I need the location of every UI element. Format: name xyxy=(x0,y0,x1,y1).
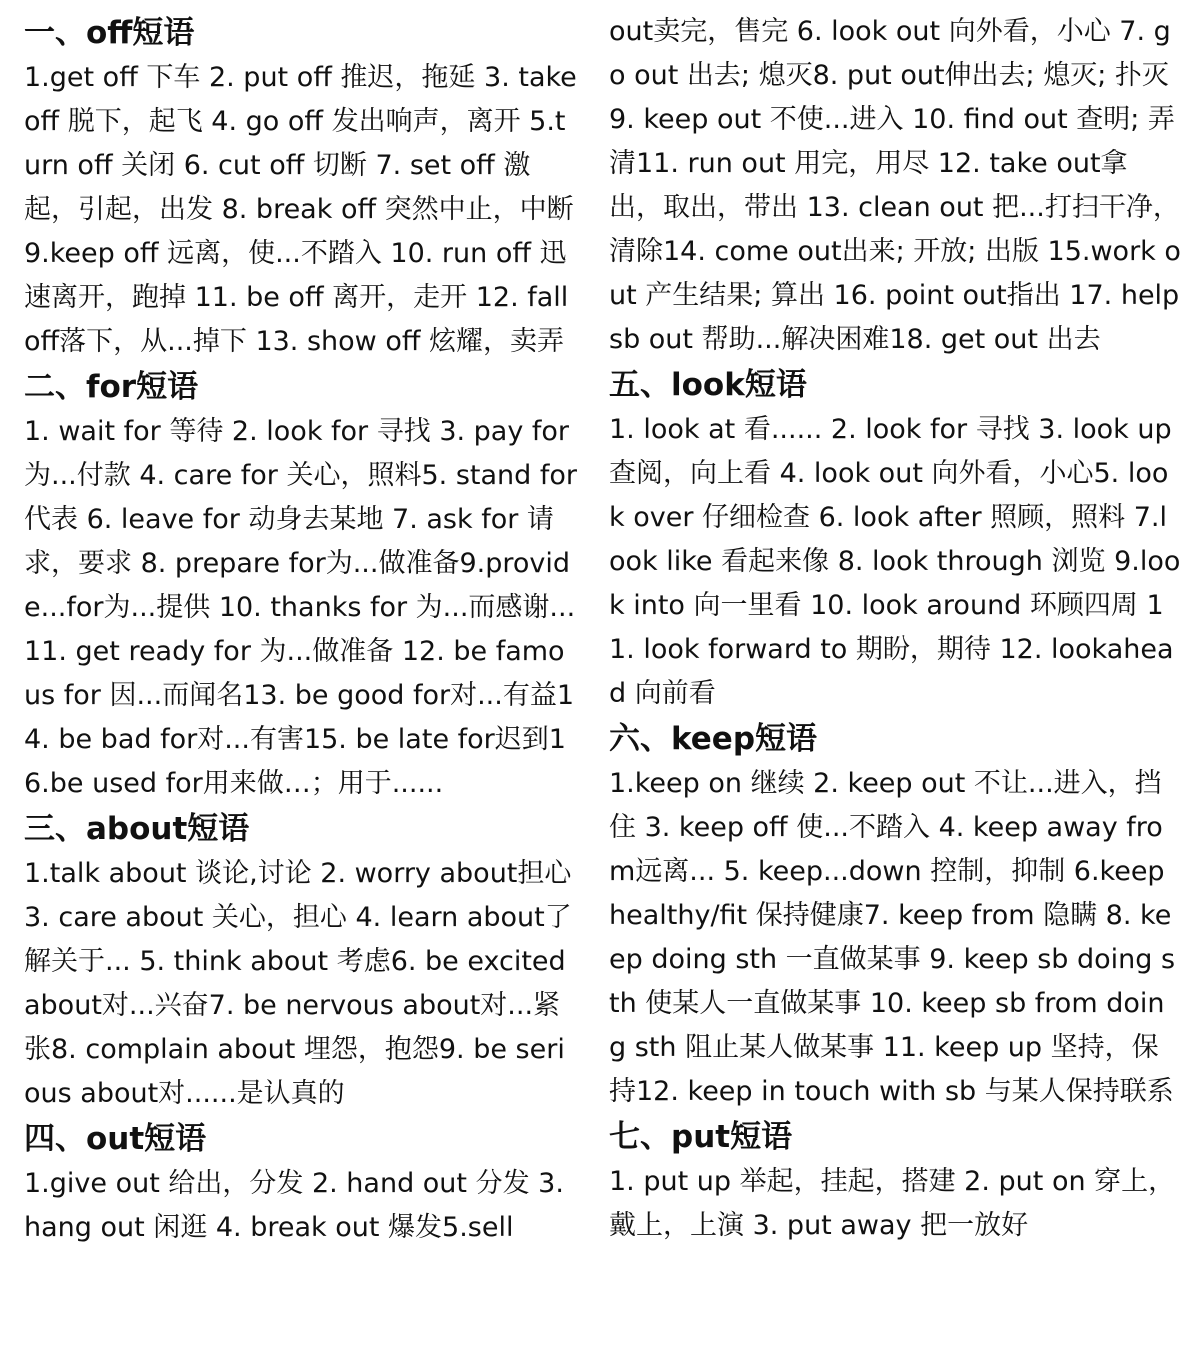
section-for xyxy=(24,364,580,806)
section-body: 1. look at 看...... 2. look for 寻找 3. look up查阅，向上看 4. look out 向外看，小心5. look over 仔细检查 6. look after 照顾，照料 7.look like 看起来像 8. look through 浏览 9.look into 向一里看 10. look around 环顾四周 11. look forward to 期盼，期待 12. lookahead 向前看 xyxy=(609,414,1181,709)
section-put xyxy=(609,1114,1181,1248)
section-body: 1. wait for 等待 2. look for 寻找 3. pay for为...付款 4. care for 关心，照料5. stand for代表 6. leave for 动身去某地 7. ask for 请求，要求 8. prepare for为...做准备9.provide...for为...提供 10. thanks for 为...而感谢...11. get ready for 为...做准备 12. be famous for 因...而闻名13. be good for对...有益14. be bad for对...有害15. be late for迟到16.be used for用来做…；用于...... xyxy=(24,416,577,799)
section-heading: 四、out短语 xyxy=(24,1121,207,1157)
section-off xyxy=(24,10,580,364)
section-heading: 三、about短语 xyxy=(24,811,250,847)
section-look xyxy=(609,362,1181,716)
section-heading: 五、look短语 xyxy=(609,367,807,403)
section-body: 1.give out 给出，分发 2. hand out 分发 3.hang out 闲逛 4. break out 爆发5.sell xyxy=(24,1168,564,1243)
section-heading: 七、put短语 xyxy=(609,1119,793,1155)
section-body: 1.get off 下车 2. put off 推迟，拖延 3. take off 脱下，起飞 4. go off 发出响声，离开 5.turn off 关闭 6. cut off 切断 7. set off 激起，引起，出发 8. break off 突然中止，中断 9.keep off 远离，使...不踏入 10. run off 迅速离开，跑掉 11. be off 离开，走开 12. fall off落下，从...掉下 13. show off 炫耀，卖弄 xyxy=(24,62,577,357)
section-keep xyxy=(609,716,1181,1114)
section-body: 1. put up 举起，挂起，搭建 2. put on 穿上，戴上，上演 3. put away 把一放好 xyxy=(609,1166,1176,1241)
section-heading: 六、keep短语 xyxy=(609,721,818,757)
section-out-continuation: out卖完，售完 6. look out 向外看，小心 7. go out 出去; 熄灭8. put out伸出去; 熄灭; 扑灭 9. keep out 不使...进入 10. find out 查明; 弄清11. run out 用完，用尽 12. take out拿出，取出，带出 13. clean out 把...打扫干净，清除14. come out出来; 开放; 出版 15.work out 产生结果; 算出 16. point out指出 17. help sb out 帮助...解决困难18. get out 出去 xyxy=(609,16,1181,355)
section-heading: 一、off短语 xyxy=(24,15,195,51)
right-column xyxy=(609,10,1181,1248)
section-out xyxy=(24,1116,580,1250)
left-column xyxy=(24,10,580,1250)
section-heading: 二、for短语 xyxy=(24,369,199,405)
section-body: 1.talk about 谈论,讨论 2. worry about担心3. care about 关心，担心 4. learn about了解关于... 5. think about 考虑6. be excited about对...兴奋7. be nervous about对...紧张8. complain about 埋怨，抱怨9. be serious about对......是认真的 xyxy=(24,858,572,1109)
section-about xyxy=(24,806,580,1116)
section-body: 1.keep on 继续 2. keep out 不让...进入，挡住 3. keep off 使...不踏入 4. keep away from远离... 5. keep...down 控制，抑制 6.keep healthy/fit 保持健康7. keep from 隐瞒 8. keep doing sth 一直做某事 9. keep sb doing sth 使某人一直做某事 10. keep sb from doing sth 阻止某人做某事 11. keep up 坚持，保持12. keep in touch with sb 与某人保持联系 xyxy=(609,768,1176,1107)
